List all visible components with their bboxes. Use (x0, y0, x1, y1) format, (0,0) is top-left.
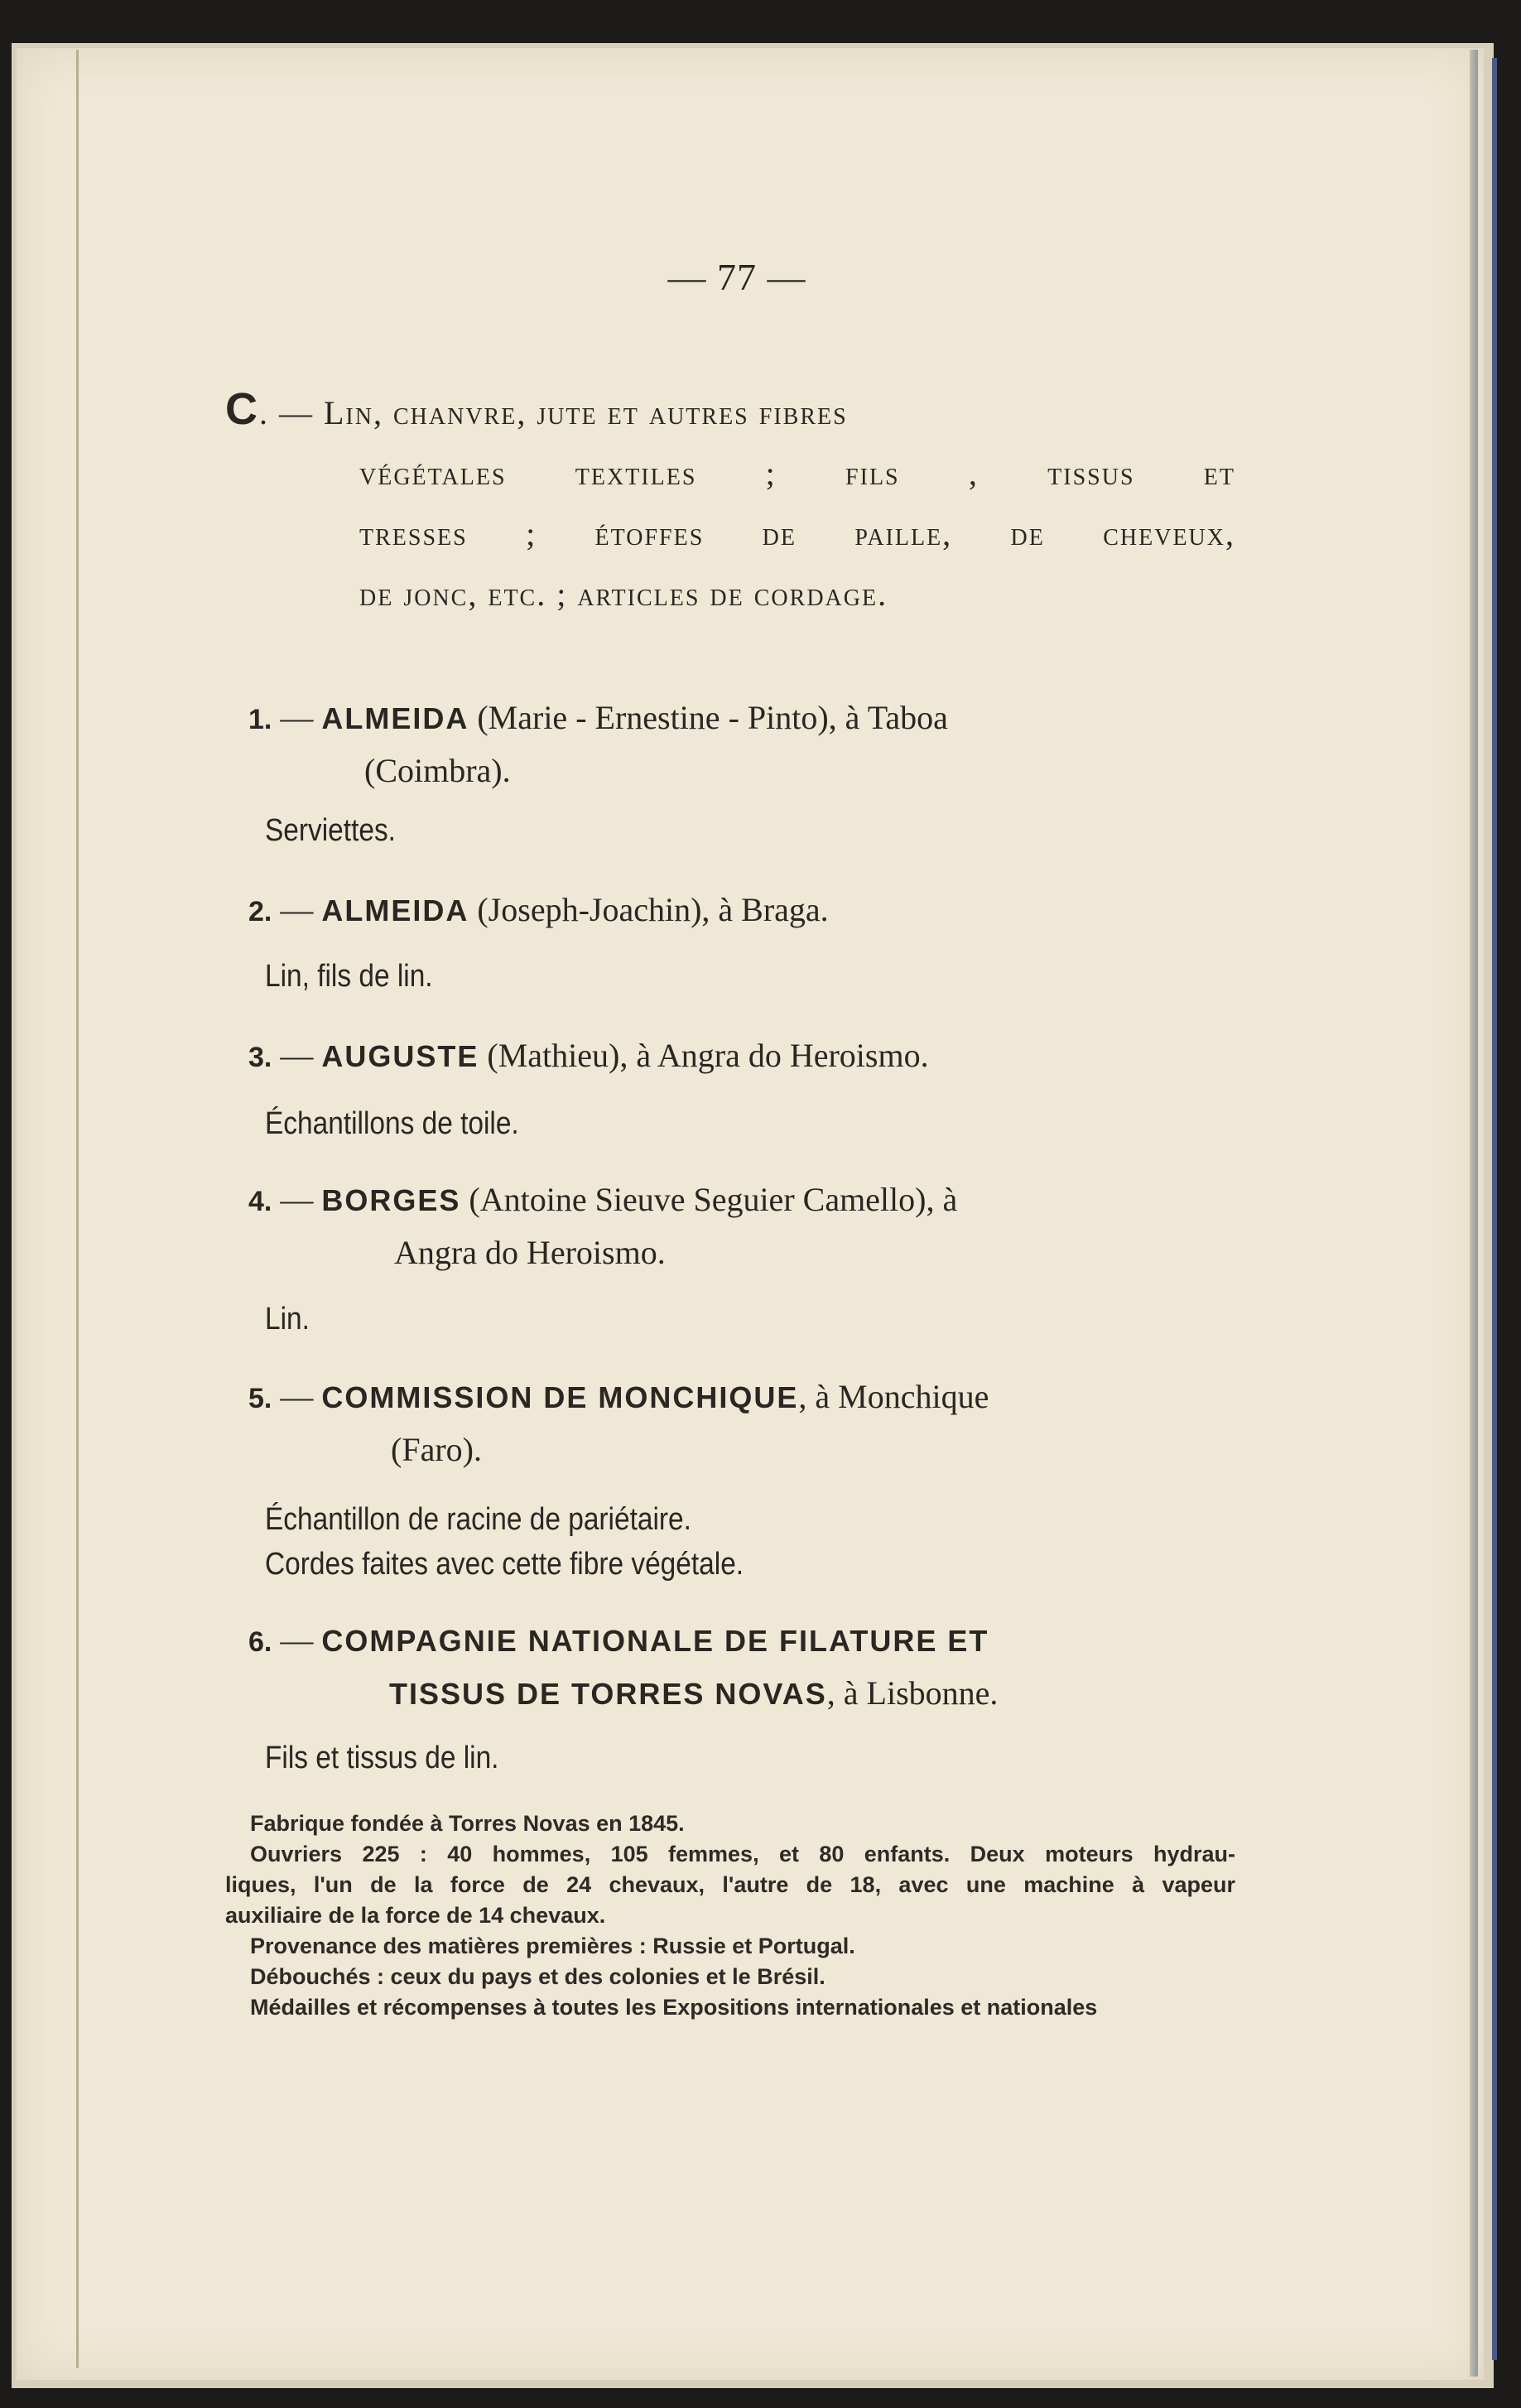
entry-5-line-1: 5. — COMMISSION DE MONCHIQUE, à Monchique (248, 1378, 989, 1415)
note-line: auxiliaire de la force de 14 chevaux. (225, 1903, 606, 1928)
entry-number: 6. (248, 1626, 272, 1658)
cover-edge (1492, 58, 1497, 2360)
entry-number: 4. (248, 1186, 272, 1217)
entry-2 (248, 884, 1230, 937)
entry-number: 2. (248, 896, 272, 927)
entry-4-product-1: Lin. (265, 1302, 310, 1336)
entry-1-product-1: Serviettes. (265, 813, 396, 848)
entry-6-line-1: 6. — COMPAGNIE NATIONALE DE FILATURE ET (248, 1621, 989, 1659)
section-heading (225, 379, 1235, 624)
section-title-line-1: . — Lin, chanvre, jute et autres fibres (259, 394, 848, 431)
exhibitor-details: (Antoine Sieuve Seguier Camello), à (469, 1181, 958, 1218)
entry-number: 5. (248, 1383, 272, 1414)
exhibitor-name: AUGUSTE (321, 1039, 479, 1073)
exhibitor-name: COMMISSION DE MONCHIQUE (321, 1380, 799, 1414)
note-line: Provenance des matières premières : Russie et Portugal. (250, 1934, 855, 1958)
page-number: — 77 — (667, 256, 806, 298)
company-notes (225, 1808, 1235, 2023)
exhibitor-details: (Marie - Ernestine - Pinto), à Taboa (477, 699, 948, 736)
entry-3-line-1: 3. — AUGUSTE (Mathieu), à Angra do Heroismo. (248, 1037, 929, 1074)
exhibitor-details-continued: Angra do Heroismo. (394, 1234, 666, 1271)
exhibitor-name: COMPAGNIE NATIONALE DE FILATURE ET (321, 1624, 989, 1658)
exhibitor-name: ALMEIDA (321, 893, 469, 927)
exhibitor-details-continued: (Coimbra). (364, 752, 511, 789)
entry-1-line-1: 1. — ALMEIDA (Marie - Ernestine - Pinto), à Taboa (248, 699, 948, 736)
exhibitor-name-continued: TISSUS DE TORRES NOVAS (389, 1677, 827, 1711)
entry-3-product-1: Échantillons de toile. (265, 1106, 519, 1141)
gutter-line (76, 50, 79, 2368)
entry-5-product-2: Cordes faites avec cette fibre végétale. (265, 1547, 744, 1582)
section-title-line-2: végétales textiles ; fils , tissus et (359, 455, 1235, 492)
note-line: Ouvriers 225 : 40 hommes, 105 femmes, et 80 enfants. Deux moteurs hydrau- (250, 1842, 1235, 1866)
exhibitor-name: BORGES (321, 1183, 461, 1217)
note-line: Fabrique fondée à Torres Novas en 1845. (250, 1811, 685, 1836)
entry-4 (248, 1174, 1230, 1279)
note-line: Médailles et récompenses à toutes les Expositions internationales et nationales (250, 1995, 1098, 2020)
entry-4-line-1: 4. — BORGES (Antoine Sieuve Seguier Camello), à (248, 1181, 958, 1218)
exhibitor-details-continued: (Faro). (391, 1431, 482, 1468)
entry-6-product-1: Fils et tissus de lin. (265, 1741, 499, 1775)
exhibitor-details: , à Lisbonne. (826, 1674, 999, 1712)
section-title-line-4: de jonc, etc. ; articles de cordage. (359, 576, 888, 613)
section-title-line-3: tresses ; étoffes de paille, de cheveux, (359, 515, 1235, 552)
entry-1 (248, 692, 1230, 797)
entry-5-product-1: Échantillon de racine de pariétaire. (265, 1502, 691, 1537)
exhibitor-details: , à Monchique (798, 1378, 989, 1415)
exhibitor-details: (Joseph-Joachin), à Braga. (477, 891, 829, 928)
exhibitor-name: ALMEIDA (321, 701, 469, 735)
section-heading-line-1 (225, 379, 1235, 443)
section-letter: C (225, 384, 259, 434)
entry-number: 3. (248, 1042, 272, 1073)
entry-6-line-2 (248, 1668, 1230, 1720)
note-line: Débouchés : ceux du pays et des colonies et le Brésil. (250, 1964, 825, 1989)
entry-3 (248, 1030, 1230, 1083)
exhibitor-details: (Mathieu), à Angra do Heroismo. (487, 1037, 929, 1074)
note-line: liques, l'un de la force de 24 chevaux, l'autre de 18, avec une machine à vapeur (225, 1872, 1235, 1897)
entry-number: 1. (248, 704, 272, 735)
entry-6 (248, 1615, 1230, 1720)
entry-2-product-1: Lin, fils de lin. (265, 959, 433, 994)
entry-2-line-1: 2. — ALMEIDA (Joseph-Joachin), à Braga. (248, 891, 829, 928)
page-edge (1470, 50, 1478, 2377)
entry-5 (248, 1371, 1230, 1476)
